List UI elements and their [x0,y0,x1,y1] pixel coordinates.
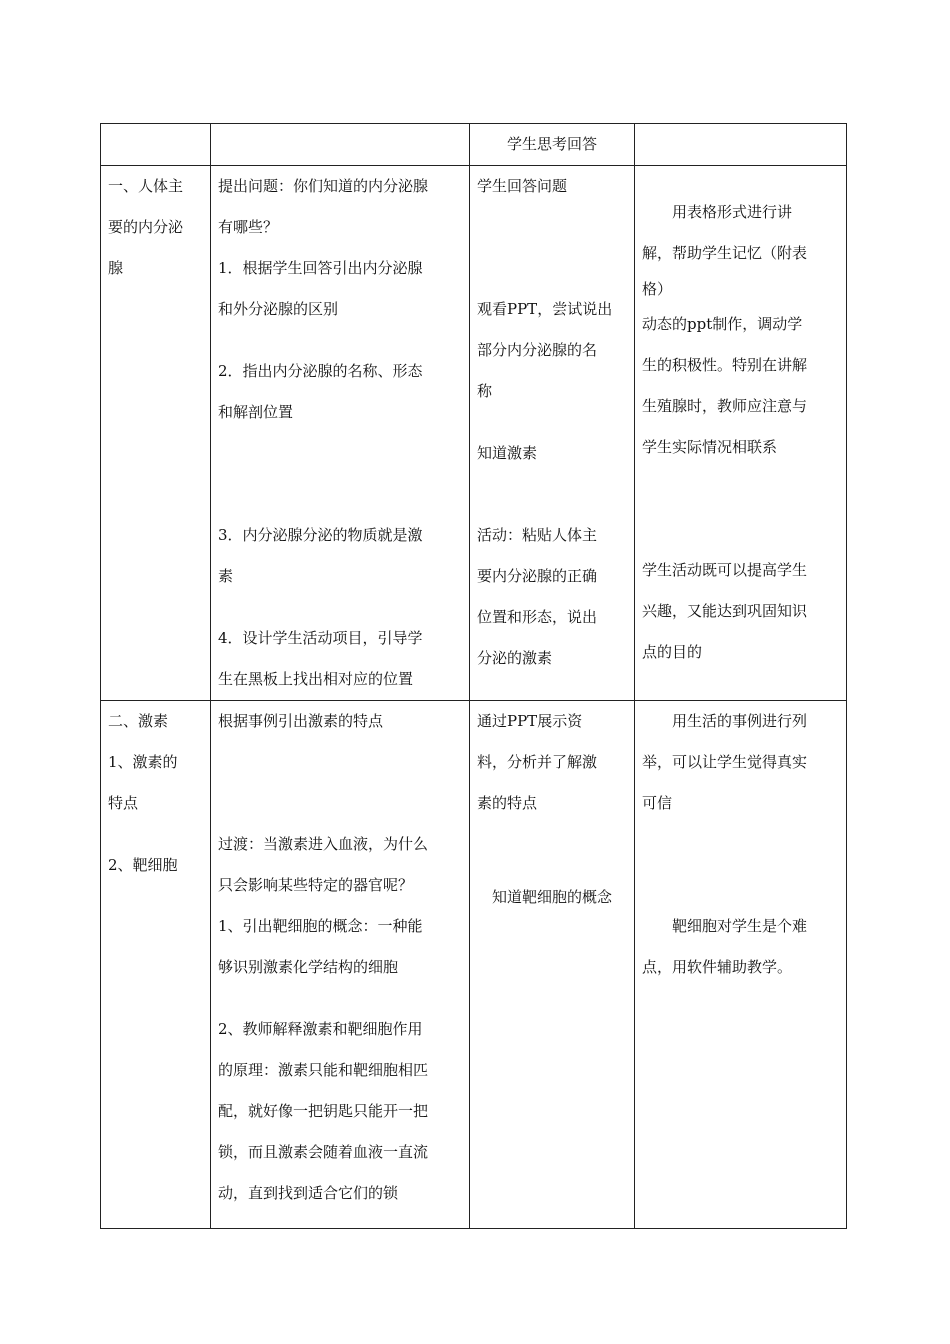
s2-item1-line-2: 够识别激素化学结构的细胞 [218,958,399,976]
header-cell-2 [211,124,470,166]
s1-student-activity-line-1: 活动：粘贴人体主 [477,526,598,544]
s2-item1-line-1: 1、引出靶细胞的概念：一种能 [218,917,423,935]
s2-student-ppt-line-3: 素的特点 [477,794,538,812]
s2-design-life-line-2: 举，可以让学生觉得真实 [642,753,808,771]
header-cell-4 [635,124,847,166]
section1-title-cell [101,166,211,701]
s1-item4-line-1: 4．设计学生活动项目，引导学 [218,629,423,647]
s1-design-table-line-3: 格） [642,280,673,298]
section2-teacher-cell [211,701,470,1229]
section2-title-line-2: 1、激素的 [108,753,178,771]
s1-student-activity-line-4: 分泌的激素 [477,649,553,667]
s1-item2-line-2: 和解剖位置 [218,403,294,421]
s1-design-table-line-2: 解，帮助学生记忆（附表 [642,244,808,262]
s1-item4-line-2: 生在黑板上找出相对应的位置 [218,670,414,688]
section1-teacher-cell [211,166,470,701]
header-student-answer: 学生思考回答 [506,135,597,153]
table-row-section2 [101,701,847,1229]
s1-item1-line-2: 和外分泌腺的区别 [218,300,339,318]
s1-design-ppt-line-3: 生殖腺时，教师应注意与 [642,397,808,415]
section2-student-cell [470,701,635,1229]
s1-item2-line-1: 2．指出内分泌腺的名称、形态 [218,362,423,380]
lesson-plan-table [100,123,847,1229]
s2-student-ppt-line-2: 料，分析并了解激 [477,753,598,771]
s1-intro-line-2: 有哪些？ [218,218,279,236]
section2-design-cell [635,701,847,1229]
s2-student-know: 知道靶细胞的概念 [491,888,612,906]
s2-design-target-line-2: 点，用软件辅助教学。 [642,958,793,976]
section2-title-cell [101,701,211,1229]
s1-item1-line-1: 1．根据学生回答引出内分泌腺 [218,259,423,277]
s2-item2-line-4: 锁，而且激素会随着血液一直流 [218,1143,429,1161]
s1-design-table-line-1: 用表格形式进行讲 [672,203,793,221]
s1-student-activity-line-3: 位置和形态，说出 [477,608,598,626]
section1-student-cell [470,166,635,701]
s2-item2-line-1: 2、教师解释激素和靶细胞作用 [218,1020,423,1038]
s2-item2-line-3: 配，就好像一把钥匙只能开一把 [218,1102,429,1120]
s1-student-ppt-line-2: 部分内分泌腺的名 [477,341,598,359]
section1-design-cell [635,166,847,701]
section1-title-line-1: 一、人体主 [108,177,184,195]
section2-title-line-1: 二、激素 [108,712,169,730]
s2-intro: 根据事例引出激素的特点 [218,712,384,730]
section1-title-line-3: 腺 [108,259,124,277]
section2-title-line-3: 特点 [108,794,139,812]
s2-transition-line-1: 过渡：当激素进入血液，为什么 [218,835,429,853]
section1-title-line-2: 要的内分泌 [108,218,184,236]
s1-design-activity-line-1: 学生活动既可以提高学生 [642,561,808,579]
s1-item3-line-1: 3．内分泌腺分泌的物质就是激 [218,526,423,544]
header-cell-1 [101,124,211,166]
s1-design-ppt-line-1: 动态的ppt制作，调动学 [642,315,803,333]
s1-student-activity-line-2: 要内分泌腺的正确 [477,567,598,585]
s2-design-target-line-1: 靶细胞对学生是个难 [672,917,808,935]
s1-student-ppt-line-3: 称 [477,382,493,400]
s1-design-activity-line-2: 兴趣，又能达到巩固知识 [642,602,808,620]
s2-transition-line-2: 只会影响某些特定的器官呢？ [218,876,414,894]
section2-subtitle: 2、靶细胞 [108,856,178,874]
s1-design-activity-line-3: 点的目的 [642,643,703,661]
table-row-section1 [101,166,847,701]
s1-design-ppt-line-4: 学生实际情况相联系 [642,438,778,456]
s1-student-ppt-line-1: 观看PPT，尝试说出 [477,300,613,318]
s1-student-know: 知道激素 [477,444,538,462]
s1-student-answer: 学生回答问题 [477,177,568,195]
s1-intro-line-1: 提出问题：你们知道的内分泌腺 [218,177,429,195]
s2-item2-line-5: 动，直到找到适合它们的锁 [218,1184,399,1202]
s1-item3-line-2: 素 [218,567,234,585]
s2-design-life-line-3: 可信 [642,794,673,812]
s2-item2-line-2: 的原理：激素只能和靶细胞相匹 [218,1061,429,1079]
s2-design-life-line-1: 用生活的事例进行列 [672,712,808,730]
table-row-header [101,124,847,166]
header-cell-3 [470,124,635,166]
s2-student-ppt-line-1: 通过PPT展示资 [477,712,583,730]
s1-design-ppt-line-2: 生的积极性。特别在讲解 [642,356,808,374]
